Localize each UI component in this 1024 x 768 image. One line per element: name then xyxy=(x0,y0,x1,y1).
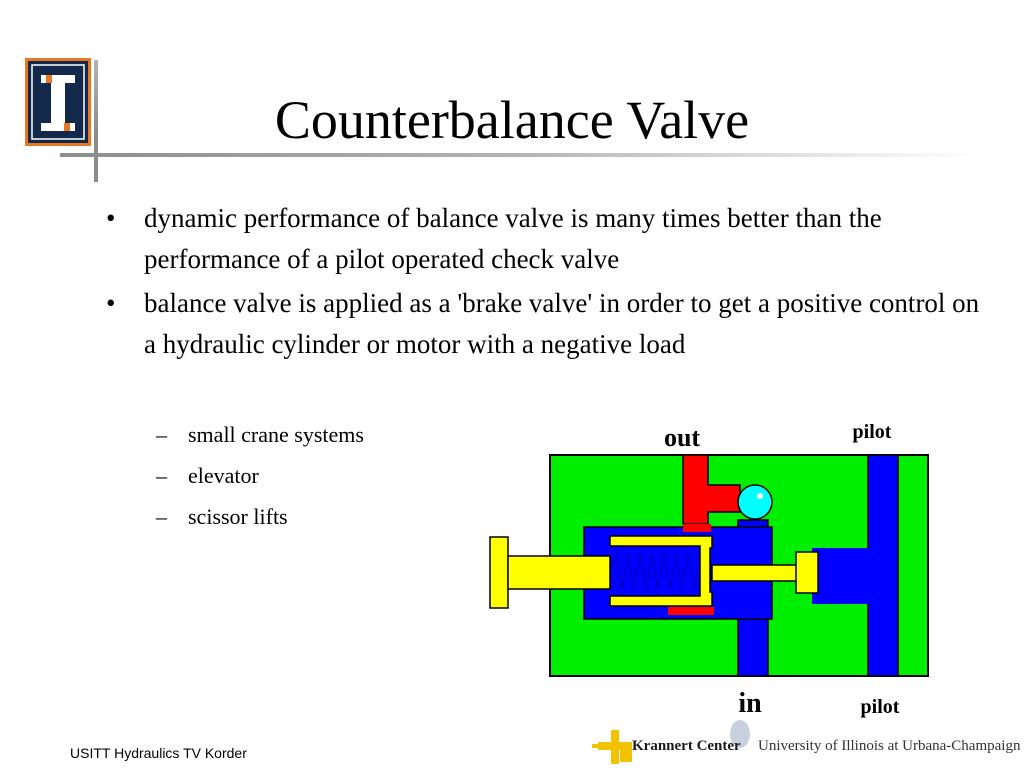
pilot-passage xyxy=(812,548,870,604)
slide-footer: USITT Hydraulics TV Korder xyxy=(70,745,247,761)
pilot-channel xyxy=(868,455,898,676)
dash-glyph: – xyxy=(156,422,167,447)
slide-title: Counterbalance Valve xyxy=(274,90,750,150)
bullet-glyph: • xyxy=(106,288,116,318)
outlet-top-passage xyxy=(683,524,711,532)
out-label: out xyxy=(663,423,701,452)
university-name: University of Illinois at Urbana-Champaign xyxy=(758,738,1021,754)
adjust-handle xyxy=(490,537,508,608)
bullet-list xyxy=(100,198,980,368)
outlet-bottom-passage xyxy=(668,607,714,615)
krannert-center-name: Krannert Center xyxy=(632,738,741,754)
sub-bullet-text: scissor lifts xyxy=(188,504,288,529)
piston-head xyxy=(796,552,818,593)
sub-bullet-item xyxy=(156,455,364,496)
title-divider-horizontal xyxy=(60,153,980,157)
sub-bullet-item xyxy=(156,414,364,455)
adjust-rod xyxy=(508,556,610,589)
sub-bullet-item xyxy=(156,496,364,537)
piston-rod xyxy=(712,565,798,581)
sub-bullet-list xyxy=(156,414,364,537)
pilot-bottom-label: pilot xyxy=(860,696,900,718)
dash-glyph: – xyxy=(156,504,167,529)
counterbalance-valve-diagram xyxy=(488,418,948,718)
sub-bullet-text: small crane systems xyxy=(188,422,364,447)
bullet-text: dynamic performance of balance valve is many times better than the performance of a pilot operated check valve xyxy=(144,203,882,274)
bullet-item xyxy=(100,198,980,280)
bullet-text: balance valve is applied as a 'brake valve' in order to get a positive control on a hydraulic cylinder or motor with a negative load xyxy=(144,288,980,359)
bullet-glyph: • xyxy=(106,203,116,233)
bullet-item xyxy=(100,283,980,365)
sub-bullet-text: elevator xyxy=(188,463,259,488)
check-ball xyxy=(738,485,772,519)
dash-glyph: – xyxy=(156,463,167,488)
in-label: in xyxy=(738,688,762,718)
pilot-top-label: pilot xyxy=(852,421,892,443)
